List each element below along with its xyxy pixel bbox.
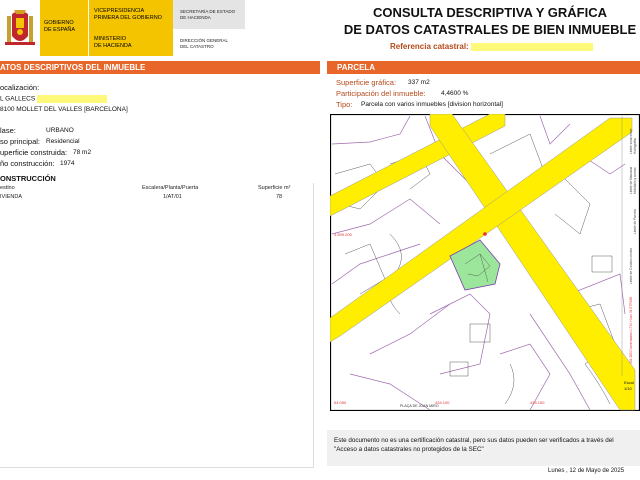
page-title	[330, 4, 640, 38]
localizacion-street: L GALLECS	[0, 95, 36, 103]
coord-top: 4.599.200	[334, 232, 352, 237]
street-label: PLAÇA DE JOAN MIRO	[400, 404, 439, 408]
table-header-superficie: Superficie m²	[258, 185, 291, 191]
legend-item-mobiliario: Mobiliario y aceras	[633, 167, 637, 194]
cadastral-map	[330, 114, 640, 411]
gov-line2: DE ESPAÑA	[44, 27, 76, 33]
table-header-escalera: Escalera/Planta/Puerta	[142, 185, 199, 191]
legend-utm: 434.100 Coordenadas U.T.M. Huso 31 ETRS89	[629, 296, 633, 364]
dir-line1: DIRECCIÓN GENERAL	[180, 38, 229, 43]
section-header-parcela: PARCELA	[327, 61, 640, 74]
sup-grafica-label: Superficie gráfica:	[336, 78, 397, 87]
legend-item-construcciones: Límite de Construcciones	[629, 248, 633, 284]
localizacion-label: ocalización:	[0, 83, 40, 92]
vice-line1: VICEPRESIDENCIA	[94, 8, 145, 14]
sec-line2: DE HACIENDA	[180, 14, 211, 20]
localizacion-line1	[0, 95, 107, 103]
construccion-table	[0, 183, 314, 468]
escala-label: Escal	[624, 380, 634, 385]
clase-label: lase:	[0, 126, 16, 135]
min-line2: DE HACIENDA	[94, 42, 132, 49]
table-cell-escalera: 1/AT/01	[163, 194, 182, 200]
coord-left-bottom: 54.050	[334, 400, 347, 405]
legend-item-zona-verde: Límite zona verde	[629, 128, 633, 154]
title-line1: CONSULTA DESCRIPTIVA Y GRÁFICA	[372, 5, 607, 20]
location-marker-icon	[483, 232, 487, 236]
address-highlight	[37, 95, 107, 103]
anio-label: ño construcción:	[0, 159, 55, 168]
document-date: Lunes , 12 de Mayo de 2025	[548, 468, 625, 474]
sec-line1: SECRETARÍA DE ESTADO	[180, 9, 236, 14]
sup-grafica-value: 337 m2	[408, 79, 430, 86]
notice-text: Este documento no es una certificación catastral, pero sus datos pueden ser verificados a través del "Acceso a datos catastrales no protegidos de la SEC"	[334, 437, 614, 453]
uso-value: Residencial	[46, 138, 80, 145]
table-cell-destino: IVIENDA	[0, 194, 23, 200]
uso-label: so principal:	[0, 137, 41, 146]
vice-line2: PRIMERA DEL GOBIERNO	[94, 14, 162, 21]
ref-catastral	[390, 42, 593, 51]
coord-right-bottom: 434.150	[530, 400, 545, 405]
legend-item-manzana: Límite de Manzana	[629, 166, 633, 194]
legend-item-hidrografia: Hidrografía	[633, 138, 637, 154]
gov-line1: GOBIERNO	[44, 20, 74, 26]
ref-label: Referencia catastral:	[390, 42, 469, 51]
construccion-title: ONSTRUCCIÓN	[0, 174, 56, 183]
coord-mid-bottom: 434.100	[435, 400, 450, 405]
table-cell-superficie: 78	[276, 194, 283, 200]
superficie-value: 78 m2	[73, 149, 92, 156]
secretaria-label	[180, 9, 244, 20]
anio-value: 1974	[60, 160, 75, 167]
clase-value: URBANO	[46, 127, 74, 134]
tipo-value: Parcela con varios inmuebles [division horizontal]	[361, 101, 503, 108]
localizacion-line2: 8100 MOLLET DEL VALLES [BARCELONA]	[0, 106, 128, 113]
vice-label	[94, 8, 170, 21]
tipo-label: Tipo:	[336, 100, 353, 109]
ministry-label	[94, 36, 170, 49]
superficie-label: uperficie construida:	[0, 148, 68, 157]
direccion-label	[180, 38, 244, 49]
participacion-value: 4,4600 %	[441, 90, 469, 97]
coat-of-arms-icon	[2, 6, 38, 48]
section-header-inmueble: ATOS DESCRIPTIVOS DEL INMUEBLE	[0, 61, 320, 74]
participacion-label: Participación del inmueble:	[336, 89, 426, 98]
min-line1: MINISTERIO	[94, 36, 127, 42]
title-line2: DE DATOS CATASTRALES DE BIEN INMUEBLE	[343, 22, 637, 37]
header-logos	[0, 0, 245, 56]
escala-value: 1/10	[624, 386, 632, 391]
ref-highlight	[471, 43, 593, 51]
legend-item-parcela: Límite de Parcela	[633, 209, 637, 234]
dir-line2: DEL CATASTRO	[180, 43, 214, 49]
table-header-destino: estino	[0, 185, 15, 191]
gov-label	[44, 20, 75, 34]
